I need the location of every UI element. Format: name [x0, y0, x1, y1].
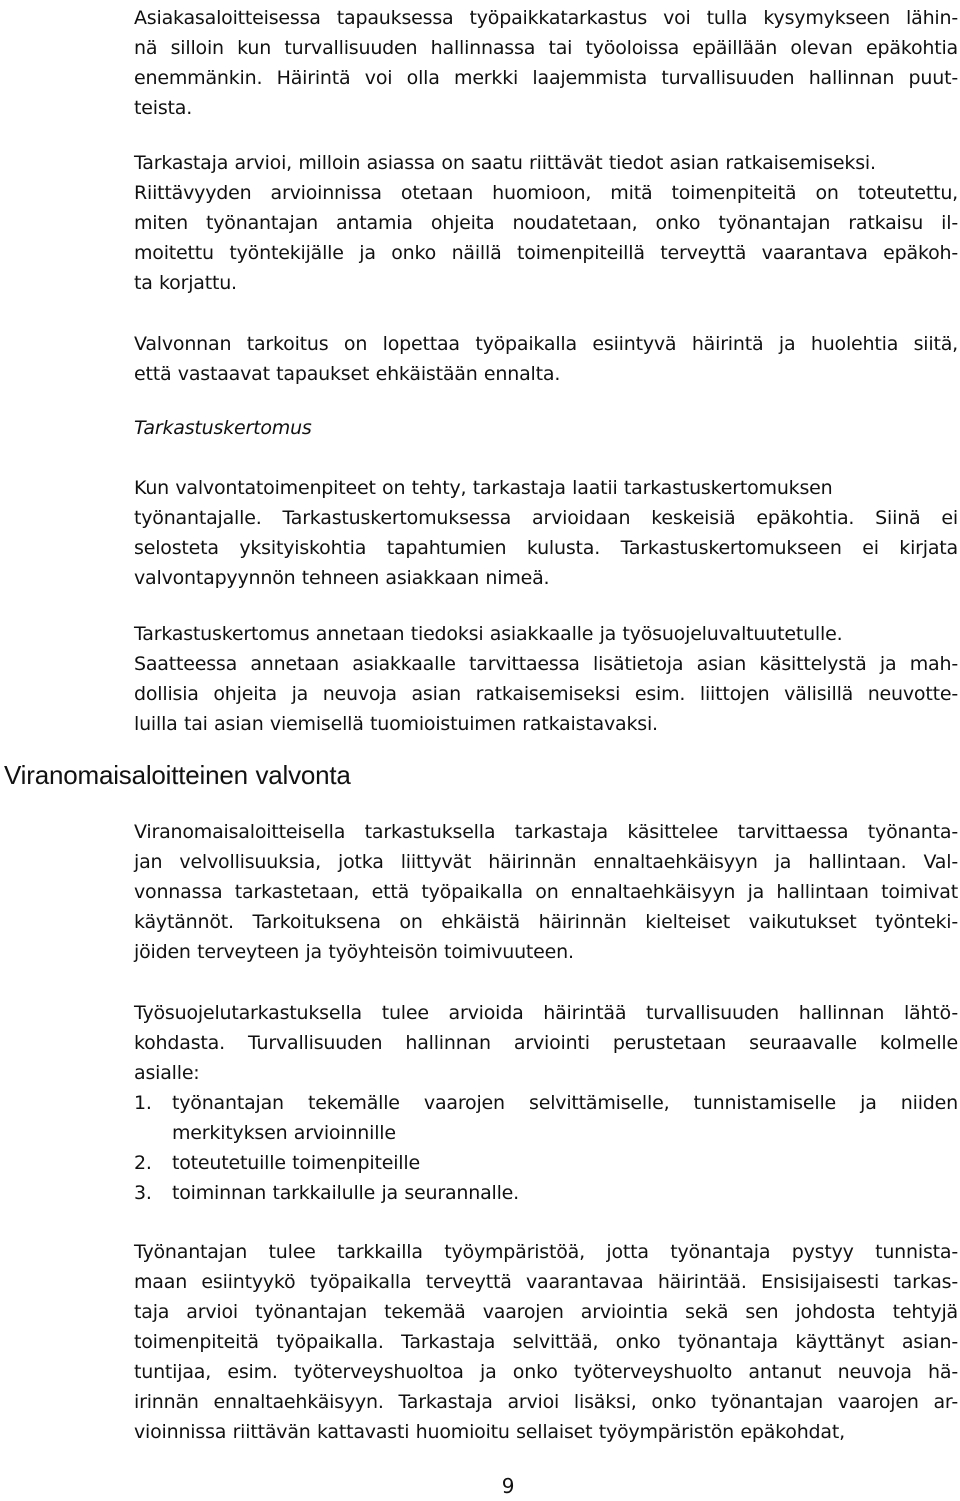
paragraph-line: selosteta yksityiskohtia tapahtumien kulusta. Tarkastuskertomukseen ei kirjata	[134, 537, 958, 559]
paragraph-line: miten työnantajan antamia ohjeita noudatetaan, onko työnantajan ratkaisu il-	[134, 212, 958, 234]
list-number: 2.	[134, 1152, 152, 1174]
paragraph-line: Tarkastuskertomus annetaan tiedoksi asiakkaalle ja työsuojeluvaltuutetulle.	[134, 623, 843, 645]
paragraph-line: tuntijaa, esim. työterveyshuoltoa ja onko työterveyshuolto antanut neuvoja hä-	[134, 1361, 958, 1383]
paragraph-line: enemmänkin. Häirintä voi olla merkki laajemmista turvallisuuden hallinnan puut-	[134, 67, 958, 89]
page-number: 9	[501, 1474, 515, 1498]
paragraph-line: vonnassa tarkastetaan, että työpaikalla on ennaltaehkäisyyn ja hallintaan toimivat	[134, 881, 958, 903]
paragraph-line: jan velvollisuuksia, jotka liittyvät häirinnän ennaltaehkäisyyn ja hallintaan. Val-	[134, 851, 958, 873]
paragraph-line: Tarkastaja arvioi, milloin asiassa on saatu riittävät tiedot asian ratkaisemiseksi.	[134, 152, 876, 174]
paragraph-line: Työsuojelutarkastuksella tulee arvioida häirintää turvallisuuden hallinnan lähtö-	[134, 1002, 958, 1024]
paragraph-line: toimenpiteitä työpaikalla. Tarkastaja selvittää, onko työnantaja käyttänyt asian-	[134, 1331, 958, 1353]
paragraph-line: luilla tai asian viemisellä tuomioistuimen ratkaistavaksi.	[134, 713, 658, 735]
paragraph-line: asialle:	[134, 1062, 200, 1084]
paragraph-line: Saatteessa annetaan asiakkaalle tarvittaessa lisätietoja asian käsittelystä ja mah-	[134, 653, 958, 675]
paragraph-line: työnantajalle. Tarkastuskertomuksessa arvioidaan keskeisiä epäkohtia. Siinä ei	[134, 507, 958, 529]
paragraph-line: Viranomaisaloitteisella tarkastuksella tarkastaja käsittelee tarvittaessa työnanta-	[134, 821, 958, 843]
list-number: 3.	[134, 1182, 152, 1204]
paragraph-line: nä silloin kun turvallisuuden hallinnassa tai työoloissa epäillään olevan epäkohtia	[134, 37, 958, 59]
section-heading: Viranomaisaloitteinen valvonta	[4, 760, 351, 790]
list-item-text: merkityksen arvioinnille	[172, 1122, 396, 1144]
list-item-text: toiminnan tarkkailulle ja seurannalle.	[172, 1182, 520, 1204]
paragraph-line: Työnantajan tulee tarkkailla työympäristöä, jotta työnantaja pystyy tunnista-	[134, 1241, 958, 1263]
paragraph-line: valvontapyynnön tehneen asiakkaan nimeä.	[134, 567, 550, 589]
paragraph-line: irinnän ennaltaehkäisyyn. Tarkastaja arvioi lisäksi, onko työnantajan vaarojen ar-	[134, 1391, 958, 1413]
paragraph-line: Valvonnan tarkoitus on lopettaa työpaikalla esiintyvä häirintä ja huolehtia siitä,	[134, 333, 958, 355]
list-item-text: työnantajan tekemälle vaarojen selvittämiselle, tunnistamiselle ja niiden	[172, 1092, 958, 1114]
paragraph-line: moitettu työntekijälle ja onko näillä toimenpiteillä terveyttä vaarantava epäkoh-	[134, 242, 958, 264]
list-number: 1.	[134, 1092, 152, 1114]
paragraph-line: taja arvioi työnantajan tekemää vaarojen arviointia sekä sen johdosta tehtyjä	[134, 1301, 958, 1323]
paragraph-line: ta korjattu.	[134, 272, 237, 294]
paragraph-line: Riittävyyden arvioinnissa otetaan huomioon, mitä toimenpiteitä on toteutettu,	[134, 182, 958, 204]
paragraph-line: vioinnissa riittävän kattavasti huomioitu sellaiset työympäristön epäkohdat,	[134, 1421, 845, 1443]
paragraph-line: käytännöt. Tarkoituksena on ehkäistä häirinnän kielteiset vaikutukset työnteki-	[134, 911, 958, 933]
subheading: Tarkastuskertomus	[134, 417, 312, 439]
paragraph-line: maan esiintyykö työpaikalla terveyttä vaarantavaa häirintää. Ensisijaisesti tarkas-	[134, 1271, 958, 1293]
paragraph-line: Kun valvontatoimenpiteet on tehty, tarkastaja laatii tarkastuskertomuksen	[134, 477, 833, 499]
paragraph-line: kohdasta. Turvallisuuden hallinnan arviointi perustetaan seuraavalle kolmelle	[134, 1032, 958, 1054]
paragraph-line: jöiden terveyteen ja työyhteisön toimivuuteen.	[134, 941, 574, 963]
list-item-text: toteutetuille toimenpiteille	[172, 1152, 420, 1174]
paragraph-line: Asiakasaloitteisessa tapauksessa työpaikkatarkastus voi tulla kysymykseen lähin-	[134, 7, 958, 29]
paragraph-line: dollisia ohjeita ja neuvoja asian ratkaisemiseksi esim. liittojen välisillä neuvotte-	[134, 683, 958, 705]
paragraph-line: että vastaavat tapaukset ehkäistään ennalta.	[134, 363, 561, 385]
paragraph-line: teista.	[134, 97, 193, 119]
